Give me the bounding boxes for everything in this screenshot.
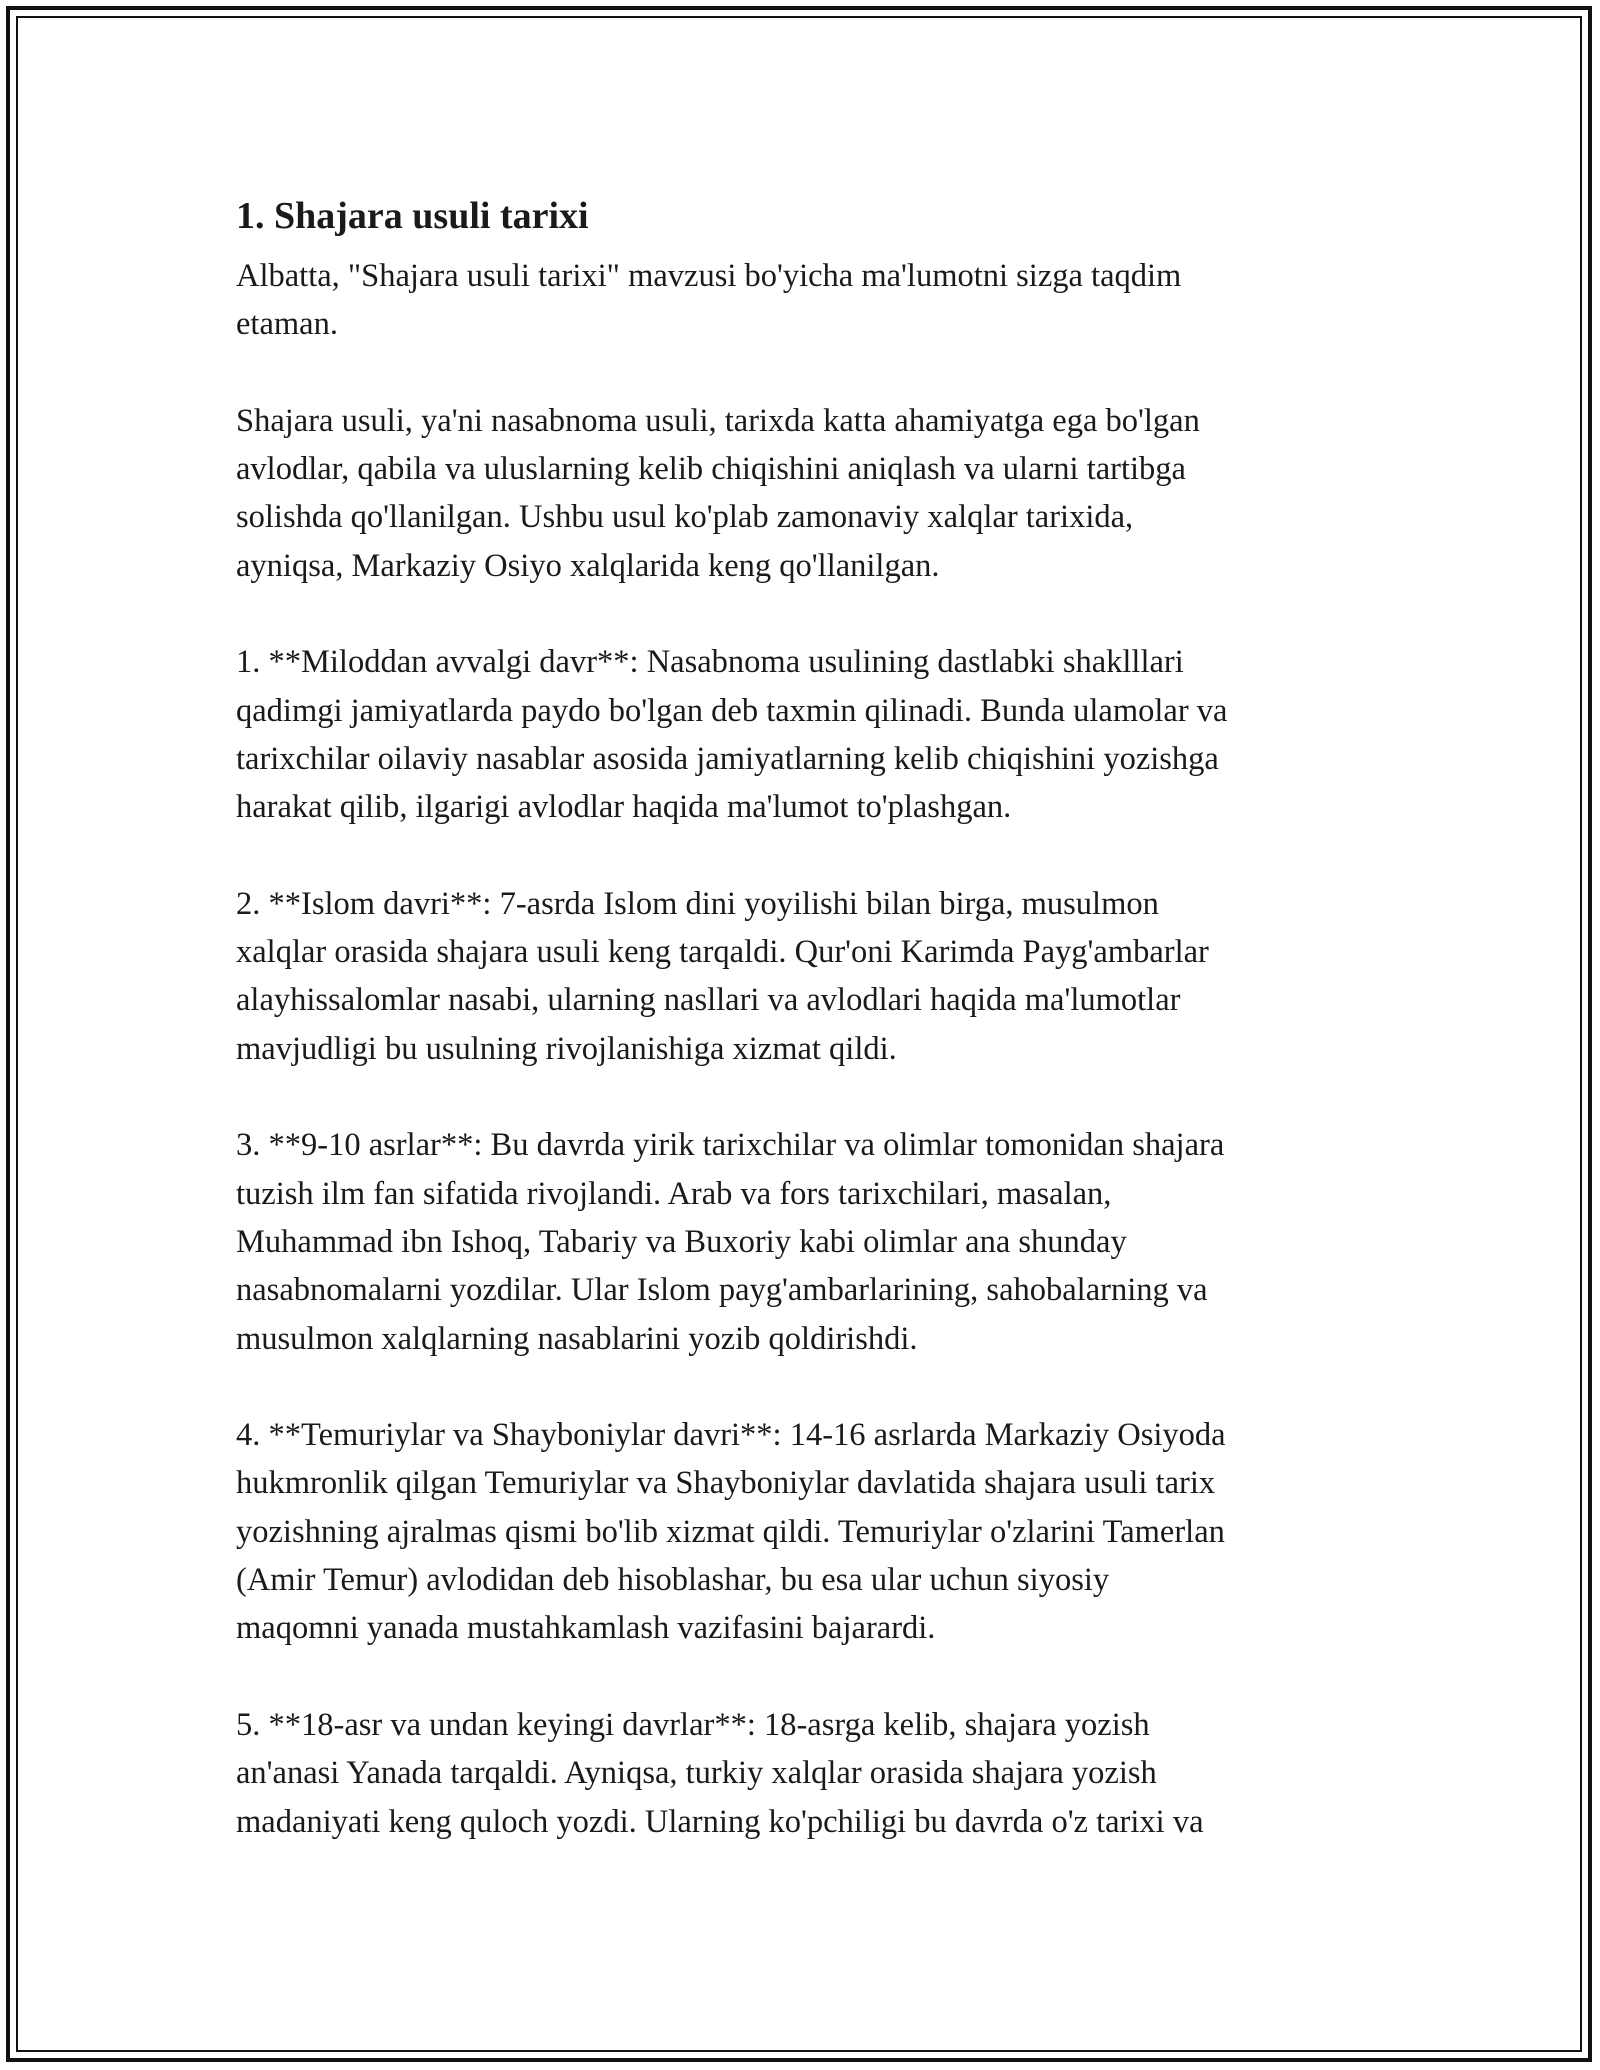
paragraph-item-1: 1. **Miloddan avvalgi davr**: Nasabnoma usulining dastlabki shaklllari qadimgi jamiyatlarda paydo bo'lgan deb taxmin qilinadi. Bunda ulamolar va tarixchilar oilaviy nasablar asosida jamiyatlarning kelib chiqishini yozishga harakat qilib, ilgarigi avlodlar haqida ma'lumot to'plashgan.: [236, 644, 1228, 826]
paragraph-item-3: 3. **9-10 asrlar**: Bu davrda yirik tarixchilar va olimlar tomonidan shajara tuzish ilm fan sifatida rivojlandi. Arab va fors tarixchilari, masalan, Muhammad ibn Ishoq, Tabariy va Buxoriy kabi olimlar ana shunday nasabnomalarni yozdilar. Ular Islom payg'ambarlarining, sahobalarning va musulmon xalqlarning nasablarini yozib qoldirishdi.: [236, 1127, 1225, 1357]
paragraph-item-4: 4. **Temuriylar va Shayboniylar davri**: 14-16 asrlarda Markaziy Osiyoda hukmronlik qilgan Temuriylar va Shayboniylar davlatida shajara usuli tarix yozishning ajralmas qismi bo'lib xizmat qildi. Temuriylar o'zlarini Tamerlan (Amir Temur) avlodidan deb hisoblashar, bu esa ular uchun siyosiy maqomni yanada mustahkamlash vazifasini bajarardi.: [236, 1417, 1226, 1647]
paragraph-item-2: 2. **Islom davri**: 7-asrda Islom dini yoyilishi bilan birga, musulmon xalqlar orasida shajara usuli keng tarqaldi. Qur'oni Karimda Payg'ambarlar alayhissalomlar nasabi, ularning nasllari va avlodlari haqida ma'lumotlar mavjudligi bu usulning rivojlanishiga xizmat qildi.: [236, 885, 1209, 1067]
paragraph-item-5: 5. **18-asr va undan keyingi davrlar**: 18-asrga kelib, shajara yozish an'anasi Yanada tarqaldi. Ayniqsa, turkiy xalqlar orasida shajara yozish madaniyati keng quloch yozdi. Ularning ko'pchiligi bu davrda o'z tarixi va: [236, 1706, 1204, 1840]
document-body: [236, 190, 1366, 1894]
document-title: 1. Shajara usuli tarixi: [236, 195, 589, 237]
paragraph-intro: Albatta, "Shajara usuli tarixi" mavzusi bo'yicha ma'lumotni sizga taqdim etaman.: [236, 258, 1182, 343]
paragraph-overview: Shajara usuli, ya'ni nasabnoma usuli, tarixda katta ahamiyatga ega bo'lgan avlodlar, qabila va uluslarning kelib chiqishini aniqlash va ularni tartibga solishda qo'llanilgan. Ushbu usul ko'plab zamonaviy xalqlar tarixida, ayniqsa, Markaziy Osiyo xalqlarida keng qo'llanilgan.: [236, 402, 1200, 584]
